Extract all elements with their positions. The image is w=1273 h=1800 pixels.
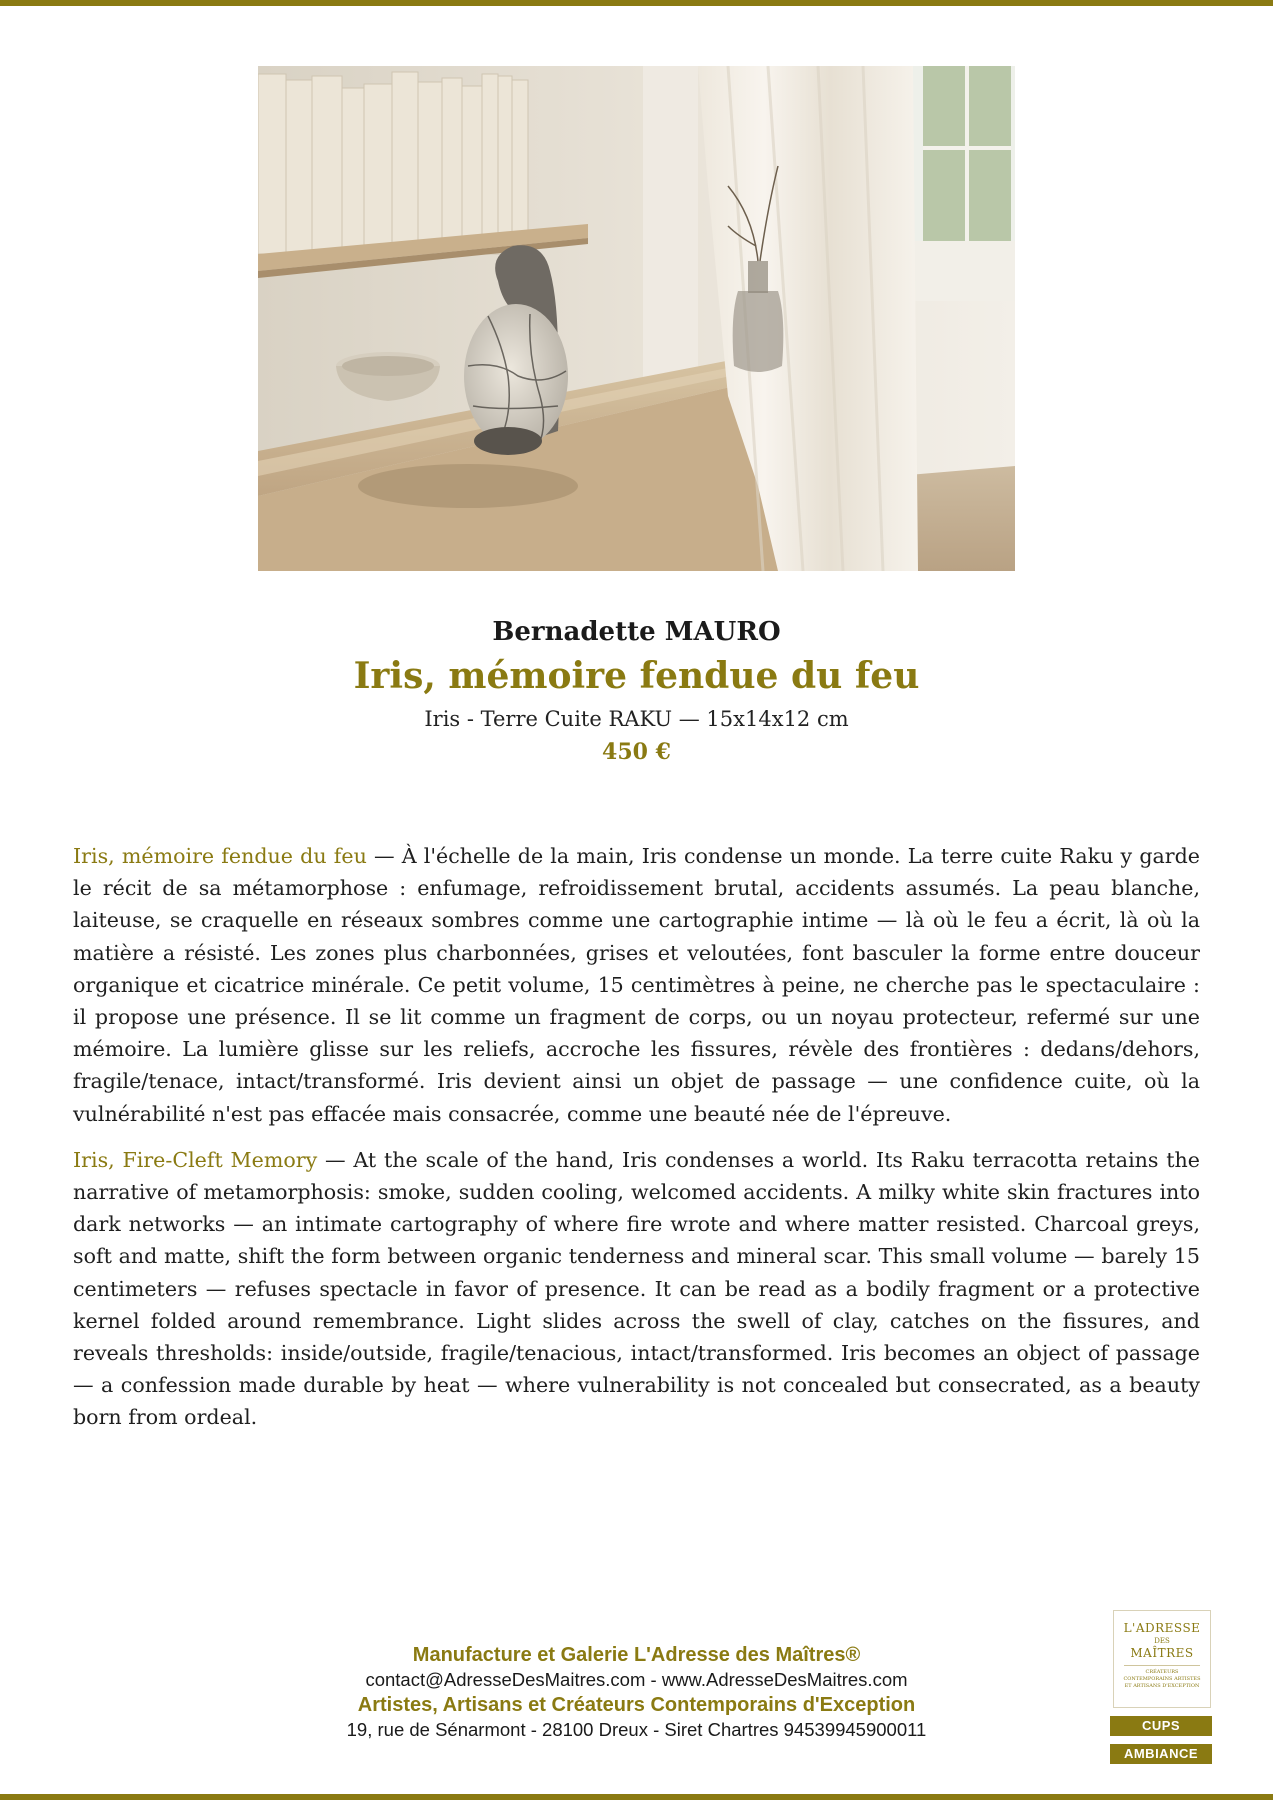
logo-line-2: DES xyxy=(1154,1637,1170,1645)
artwork-details: Iris - Terre Cuite RAKU — 15x14x12 cm xyxy=(424,707,849,731)
gallery-logo xyxy=(1113,1610,1211,1708)
logo-divider xyxy=(1124,1665,1200,1666)
artist-name: Bernadette MAURO xyxy=(492,617,781,647)
logo-tagline: CRÉATEURS CONTEMPORAINS ARTISTES ET ARTISANS D'EXCEPTION xyxy=(1123,1669,1201,1689)
logo-line-3: MAÎTRES xyxy=(1130,1646,1194,1660)
description-french-text: — À l'échelle de la main, Iris condense un monde. La terre cuite Raku y garde le récit de sa métamorphose : enfumage, refroidissement brutal, accidents assumés. La peau blanche, laiteuse, se craquelle en réseaux sombres comme une cartographie intime — là où le feu a écrit, là où la matière a résisté. Les zones plus charbonnées, grises et veloutées, font basculer la forme entre douceur organique et cicatrice minérale. Ce petit volume, 15 centimètres à peine, ne cherche pas le spectaculaire : il propose une présence. Il se lit comme un fragment de corps, ou un noyau protecteur, refermé sur une mémoire. La lumière glisse sur les reliefs, accroche les fissures, révèle des frontières : dedans/dehors, fragile/tenace, intact/transformé. Iris devient ainsi un objet de passage — une confidence cuite, où la vulnérabilité n'est pas effacée mais consacrée, comme une beauté née de l'épreuve. xyxy=(73,844,1200,1126)
artwork-description xyxy=(73,840,1200,1448)
description-english xyxy=(73,1144,1200,1434)
bottom-accent-rule xyxy=(0,1794,1273,1800)
artwork-header xyxy=(0,612,1273,768)
artwork-price: 450 € xyxy=(602,739,671,765)
artwork-photo xyxy=(258,66,1015,571)
gallery-footer xyxy=(0,1642,1273,1742)
footer-contact: contact@AdresseDesMaitres.com - www.AdresseDesMaitres.com xyxy=(365,1669,908,1690)
artwork-title: Iris, mémoire fendue du feu xyxy=(353,655,920,697)
description-english-lead: Iris, Fire-Cleft Memory xyxy=(73,1147,318,1172)
description-french xyxy=(73,840,1200,1130)
description-english-text: — At the scale of the hand, Iris condenses a world. Its Raku terracotta retains the narrative of metamorphosis: smoke, sudden cooling, welcomed accidents. A milky white skin fractures into dark networks — an intimate cartography of where fire wrote and where matter resisted. Charcoal greys, soft and matte, shift the form between organic tenderness and mineral scar. This small volume — barely 15 centimeters — refuses spectacle in favor of presence. It can be read as a bodily fragment or a protective kernel folded around remembrance. Light slides across the swell of clay, catches on the fissures, and reveals thresholds: inside/outside, fragile/tenacious, intact/transformed. Iris becomes an object of passage — a confession made durable by heat — where vulnerability is not concealed but consecrated, as a beauty born from ordeal. xyxy=(73,1147,1200,1430)
footer-address: 19, rue de Sénarmont - 28100 Dreux - Siret Chartres 94539945900011 xyxy=(346,1719,927,1740)
cups-badge: CUPS xyxy=(1110,1716,1212,1736)
footer-tagline: Artistes, Artisans et Créateurs Contemporains d'Exception xyxy=(357,1694,916,1716)
ambiance-badge: AMBIANCE xyxy=(1110,1744,1212,1764)
footer-gallery-name: Manufacture et Galerie L'Adresse des Maîtres® xyxy=(412,1644,861,1666)
logo-line-1: L'ADRESSE xyxy=(1123,1621,1201,1635)
top-accent-rule xyxy=(0,0,1273,6)
description-french-lead: Iris, mémoire fendue du feu xyxy=(73,844,367,868)
